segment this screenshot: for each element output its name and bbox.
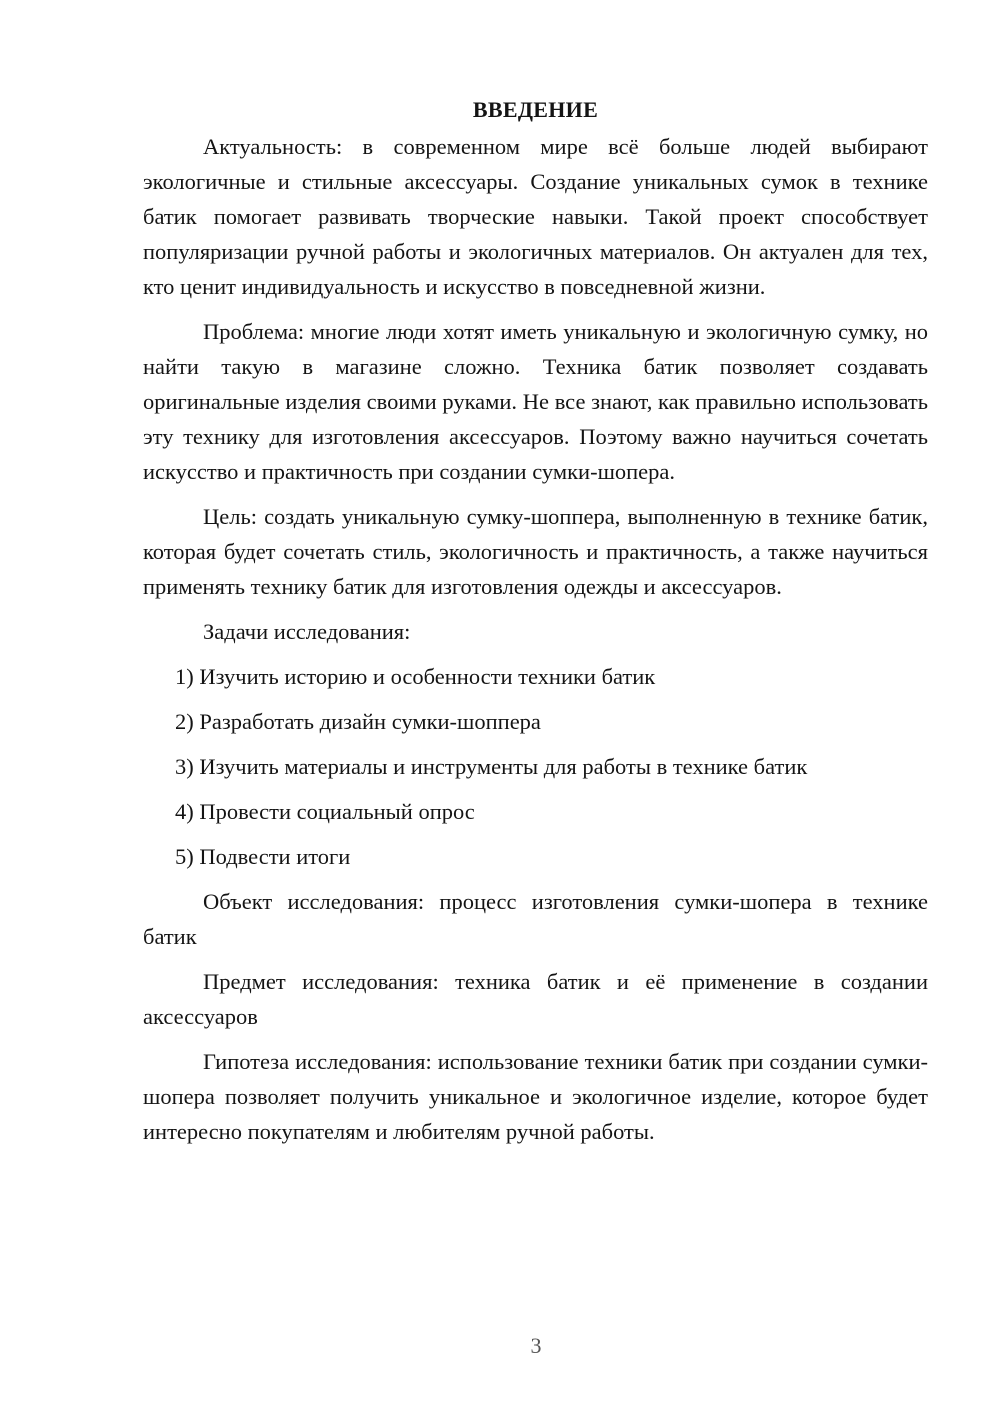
problem-paragraph: Проблема: многие люди хотят иметь уникальную и экологичную сумку, но найти такую в магазине сложно. Техника батик позволяет создавать оригинальные изделия своими руками. Не все знают, как правильно использовать эту технику для изготовления аксессуаров. Поэтому важно научиться сочетать искусство и практичность при создании сумки-шопера. [143,319,928,484]
task-item: 2) Разработать дизайн сумки-шоппера [175,709,541,734]
object-paragraph: Объект исследования: процесс изготовления сумки-шопера в технике батик [143,889,928,949]
page-number: 3 [530,1333,542,1358]
task-item: 1) Изучить историю и особенности техники батик [175,664,656,689]
task-item: 4) Провести социальный опрос [175,799,475,824]
relevance-paragraph: Актуальность: в современном мире всё больше людей выбирают экологичные и стильные аксессуары. Создание уникальных сумок в технике батик помогает развивать творческие навыки. Такой проект способствует популяризации ручной работы и экологичных материалов. Он актуален для тех, кто ценит индивидуальность и искусство в повседневной жизни. [143,134,928,299]
section-heading: ВВЕДЕНИЕ [472,97,599,122]
task-item: 3) Изучить материалы и инструменты для работы в технике батик [175,754,808,779]
task-list [143,659,928,874]
hypothesis-paragraph: Гипотеза исследования: использование техники батик при создании сумки-шопера позволяет получить уникальное и экологичное изделие, которое будет интересно покупателям и любителям ручной работы. [143,1049,928,1144]
tasks-title: Задачи исследования: [203,619,411,644]
subject-paragraph: Предмет исследования: техника батик и её применение в создании аксессуаров [143,969,928,1029]
task-item: 5) Подвести итоги [175,844,351,869]
document-page [143,92,928,1159]
goal-paragraph: Цель: создать уникальную сумку-шоппера, выполненную в технике батик, которая будет сочетать стиль, экологичность и практичность, а также научиться применять технику батик для изготовления одежды и аксессуаров. [143,504,928,599]
